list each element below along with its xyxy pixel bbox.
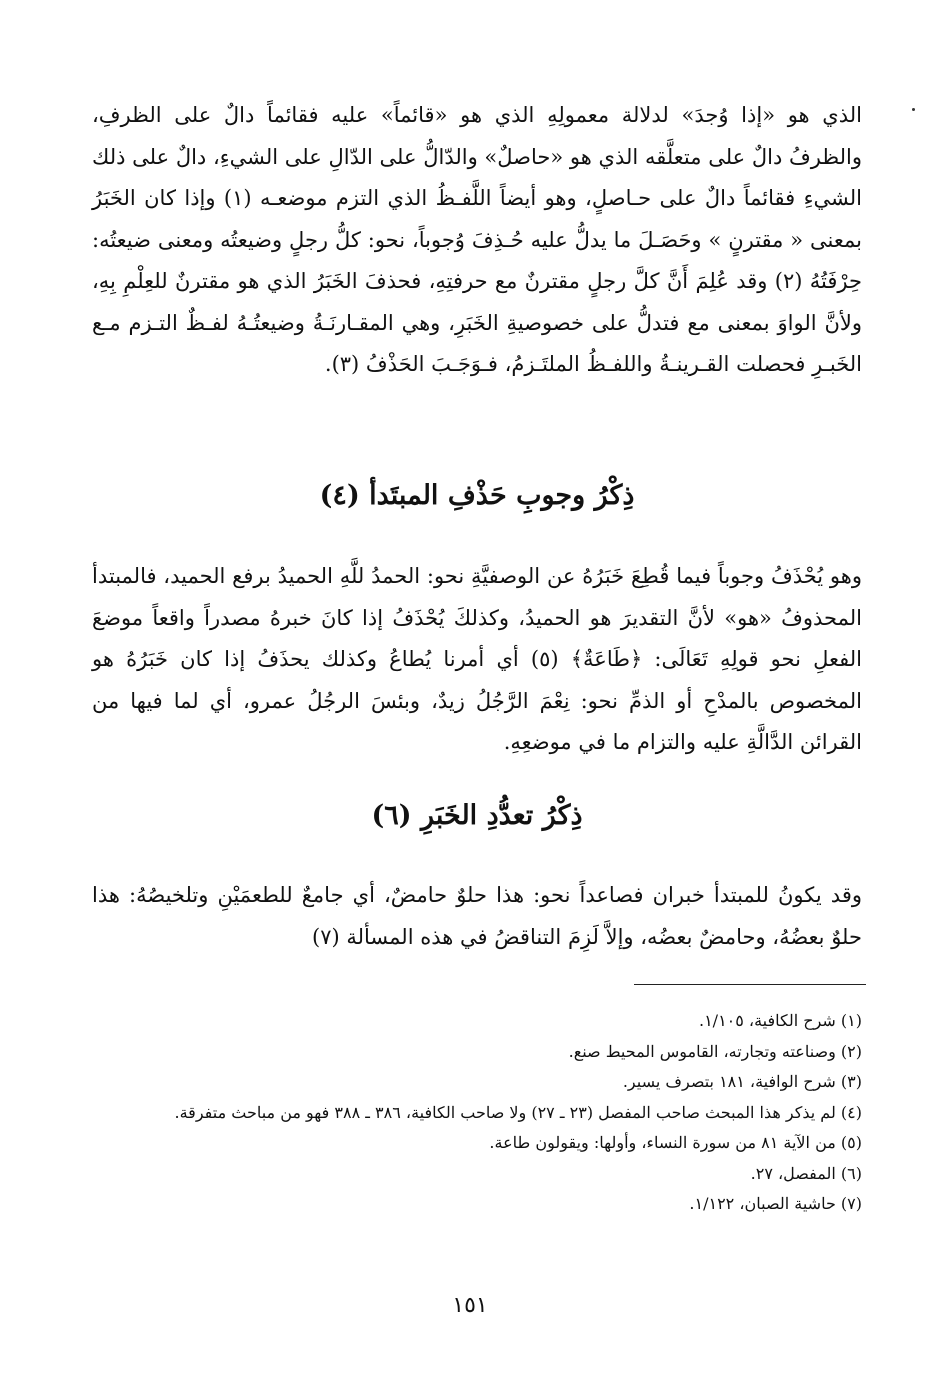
footnote-item: (١) شرح الكافية، ١/١٠٥. [698,1011,862,1030]
page-number: ١٥١ [452,1293,488,1318]
body-paragraph-3: وقد يكونُ للمبتدأ خبران فصاعداً نحو: هذا حلوٌ حامضٌ، أي جامعٌ للطعمَيْنِ وتلخيصُهُ: هذا حلوٌ بعضُهُ، وحامضٌ بعضُه، وإلاَّ لَزِمَ التناقضُ في هذه المسألة (٧) [92,883,862,949]
footnote-item: (٣) شرح الوافية، ١٨١ بتصرف يسير. [622,1072,862,1091]
body-paragraph-1: الذي هو «إذا وُجدَ» لدلالة معمولِهِ الذي هو «قائماً» عليه فقائماً دالٌ على الظرفِ، والظرفُ دالٌ على متعلَّقه الذي هو «حاصلٌ» والدّالُّ على الدّالِ على الشيءِ، دالٌ على ذلك الشيءِ فقائماً دالٌ على حـاصلٍ، وهو أيضاً اللَّفـظُ الذي التزم موضعـه (١) وإذا كان الخَبَرُ بمعنى « مقترنٍ » وحَصَـلَ ما يدلُّ عليه حُـذِفَ وُجوباً، نحو: كلُّ رجلٍ وضيعتُه ومعنى ضيعتُه: حِرْفَتُهُ (٢) وقد عُلِمَ أَنَّ كلَّ رجلٍ مقترنٌ مع حرفتِهِ، فحذفَ الخَبَرُ الذي هو مقترنٌ للعِلْمِ بِهِ، ولأنَّ الواوَ بمعنى مع فتدلُّ على خصوصيةِ الخَبَرِ، وهي المقـارنَـةُ وضيعتُـهُ لفـظٌ التـزم مـع الخَبـرِ فحصلت القـرينـةُ واللفـظُ الملتَـزمُ، فـوَجَـبَ الحَذْفُ (٣). [92,103,863,376]
scan-speck [912,108,915,111]
footnote-item: (٧) حاشية الصبان، ١/١٢٢. [689,1194,862,1213]
section-heading-multiple-predicates: ذِكْرُ تعدُّدِ الخَبَرِ (٦) [371,800,583,831]
footnotes-list [92,1006,862,1220]
footnote-item: (٢) وصناعته وتجارته، القاموس المحيط صنع. [568,1041,862,1061]
footnote-item: (٥) من الآية ٨١ من سورة النساء، وأولها: ويقولون طاعة. [489,1133,862,1152]
section-heading-mandatory-subject-omission: ذِكْرُ وجوبِ حَذْفِ المبتَدأ (٤) [319,480,635,511]
footnote-separator [634,984,866,985]
footnote-item: (٦) المفصل، ٢٧. [750,1163,862,1183]
footnote-item: (٤) لم يذكر هذا المبحث صاحب المفصل (٢٣ ـ ٢٧) ولا صاحب الكافية، ٣٨٦ ـ ٣٨٨ فهو من مباحث متفرقة. [174,1102,862,1122]
body-paragraph-2: وهو يُحْذَفُ وجوباً فيما قُطِعَ خَبَرُهُ عن الوصفيَّةِ نحو: الحمدُ للَّهِ الحميدُ برفع الحميد، فالمبتدأ المحذوفُ «هو» لأنَّ التقديرَ هو الحميدُ، وكذلكَ يُحْذَفُ إذا كانَ خبرهُ مصدراً واقعاً موضعَ الفعلِ نحو قولِهِ تَعَالَى: ﴿طَاعَةٌ﴾ (٥) أي أمرنا يُطاعُ وكذلك يحذَفُ إذا كان خَبَرُهُ هو المخصوص بالمدْحِ أو الذمِّ نحو: نِعْمَ الرَّجُلُ زيدٌ، وبئسَ الرجُلُ عمرو، أي لما فيها من القرائن الدَّالَّةِ عليه والتزام ما في موضعِهِ. [92,564,862,754]
